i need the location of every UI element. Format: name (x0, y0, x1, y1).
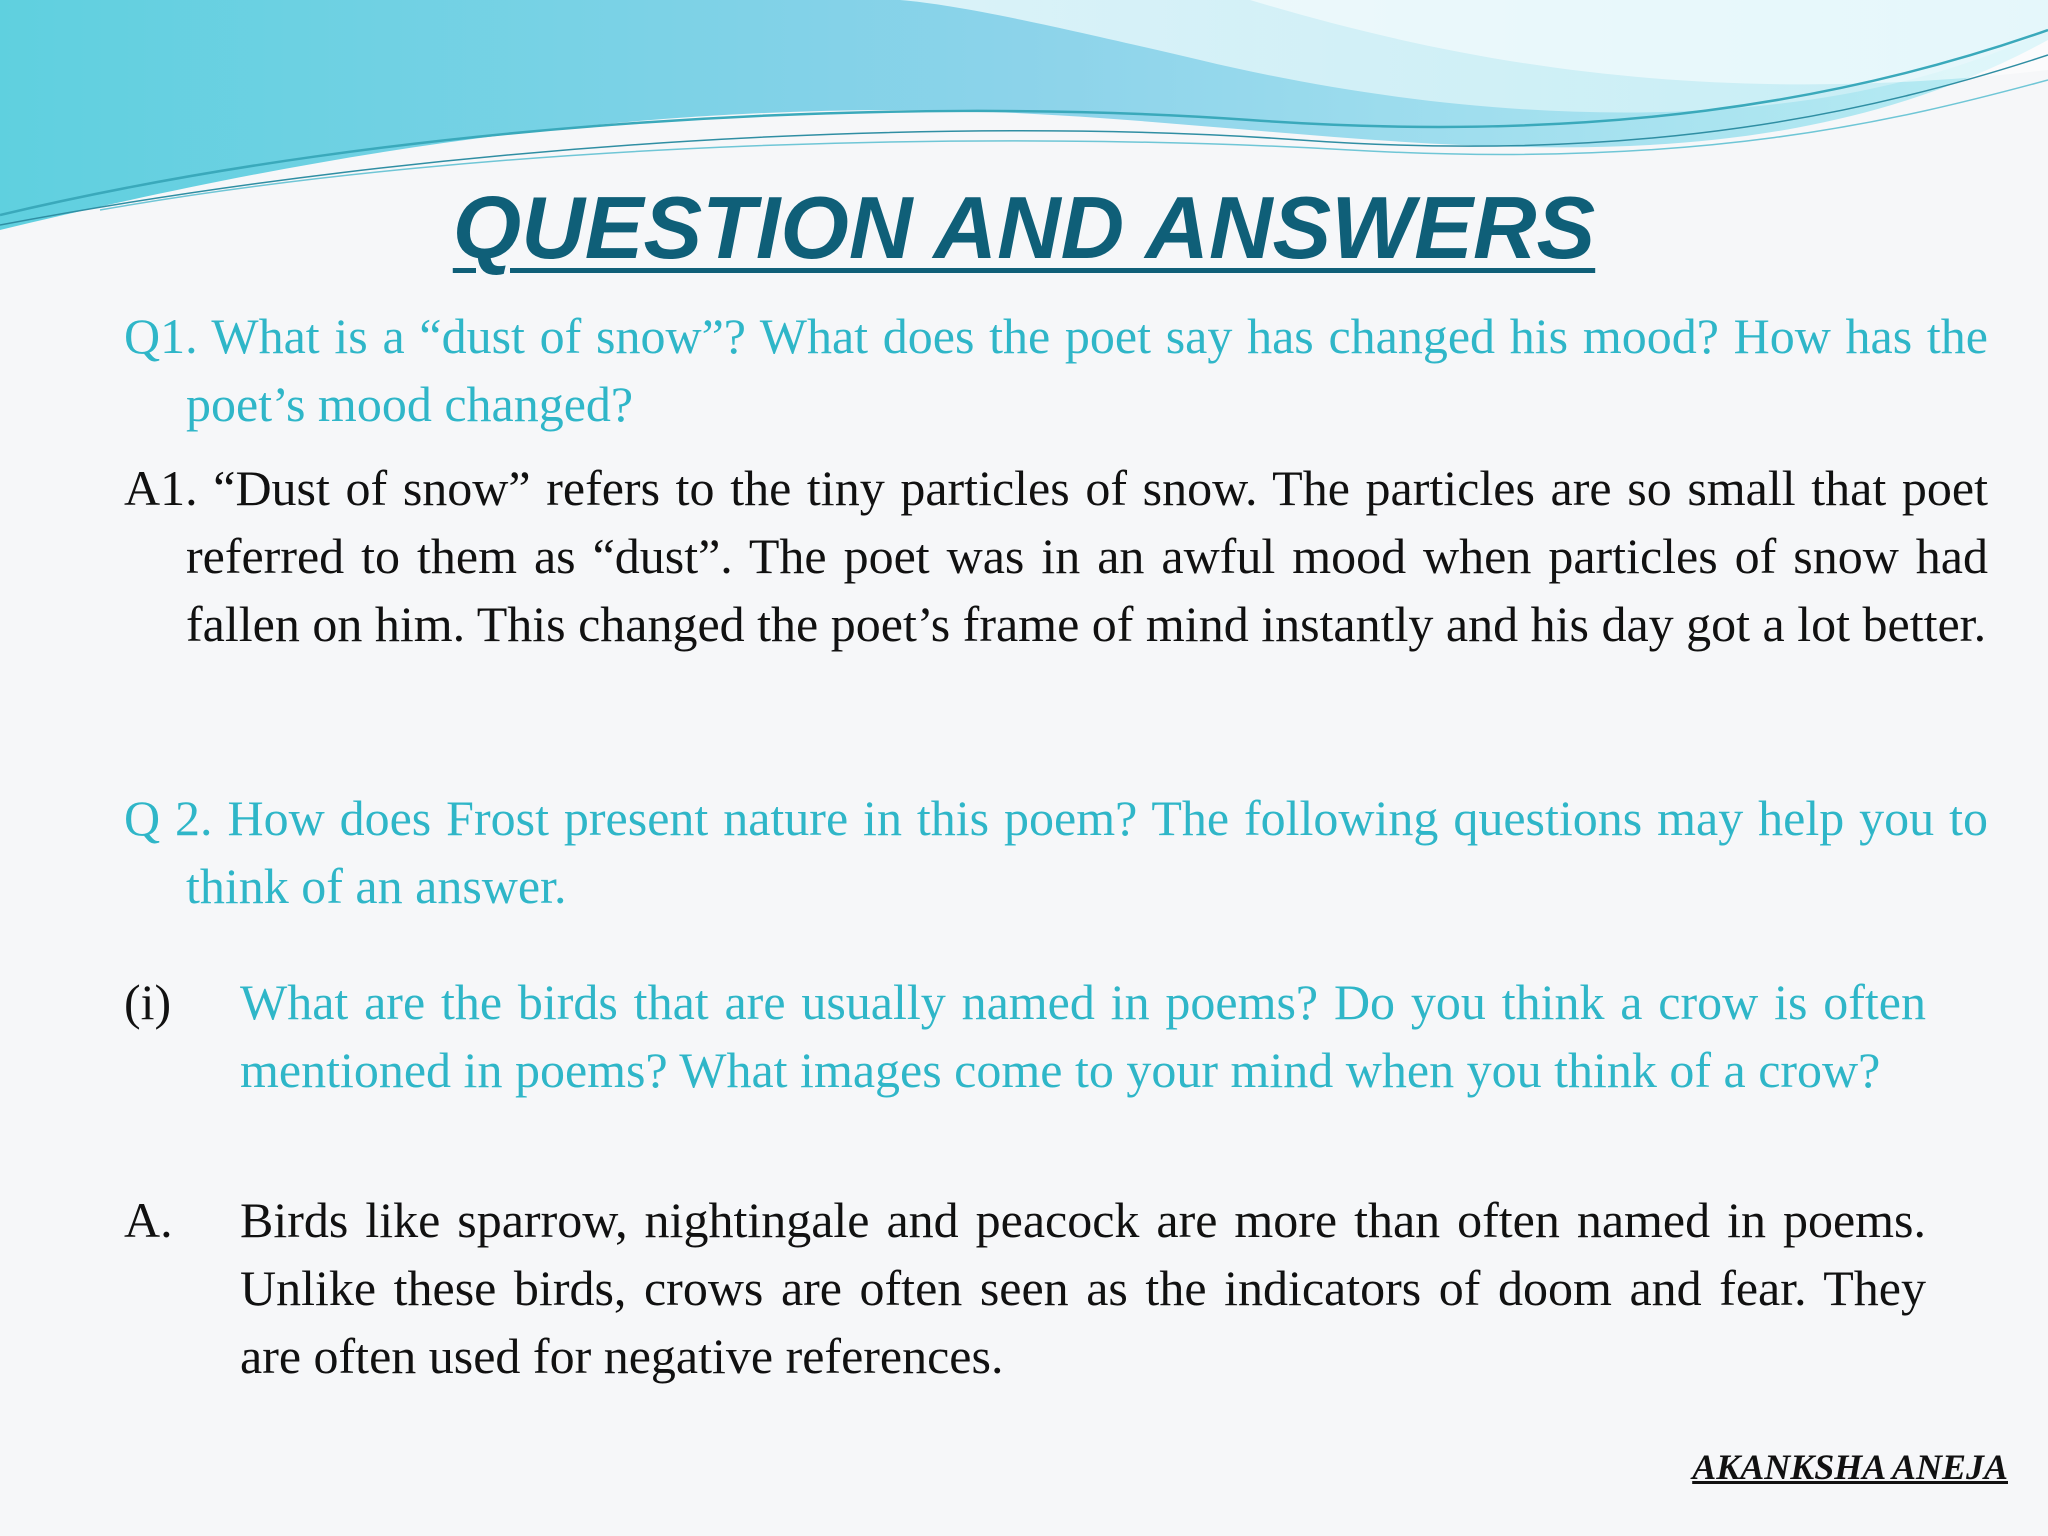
question-1: Q1. What is a “dust of snow”? What does the poet say has changed his mood? How has the poet’s mood changed? (124, 308, 1988, 432)
question-2: Q 2. How does Frost present nature in this poem? The following questions may help you to think of an answer. (124, 790, 1988, 914)
author-credit: AKANKSHA ANEJA (1692, 1447, 2008, 1487)
sub-answer-1-text: Birds like sparrow, nightingale and peacock are more than often named in poems. Unlike these birds, crows are often seen as the indicators of doom and fear. They are often used for negative references. (240, 1192, 1926, 1384)
sub-answer-1-marker: A. (124, 1192, 173, 1248)
slide-title: QUESTION AND ANSWERS (452, 178, 1596, 277)
answer-1: A1. “Dust of snow” refers to the tiny particles of snow. The particles are so small that poet referred to them as “dust”. The poet was in an awful mood when particles of snow had fallen on him. This changed the poet’s frame of mind instantly and his day got a lot better. (124, 460, 1988, 652)
sub-question-1 (124, 968, 1926, 1104)
sub-answer-1 (124, 1186, 1926, 1390)
sub-question-1-marker: (i) (124, 974, 172, 1030)
sub-question-1-text: What are the birds that are usually named in poems? Do you think a crow is often mentioned in poems? What images come to your mind when you think of a crow? (240, 974, 1926, 1098)
